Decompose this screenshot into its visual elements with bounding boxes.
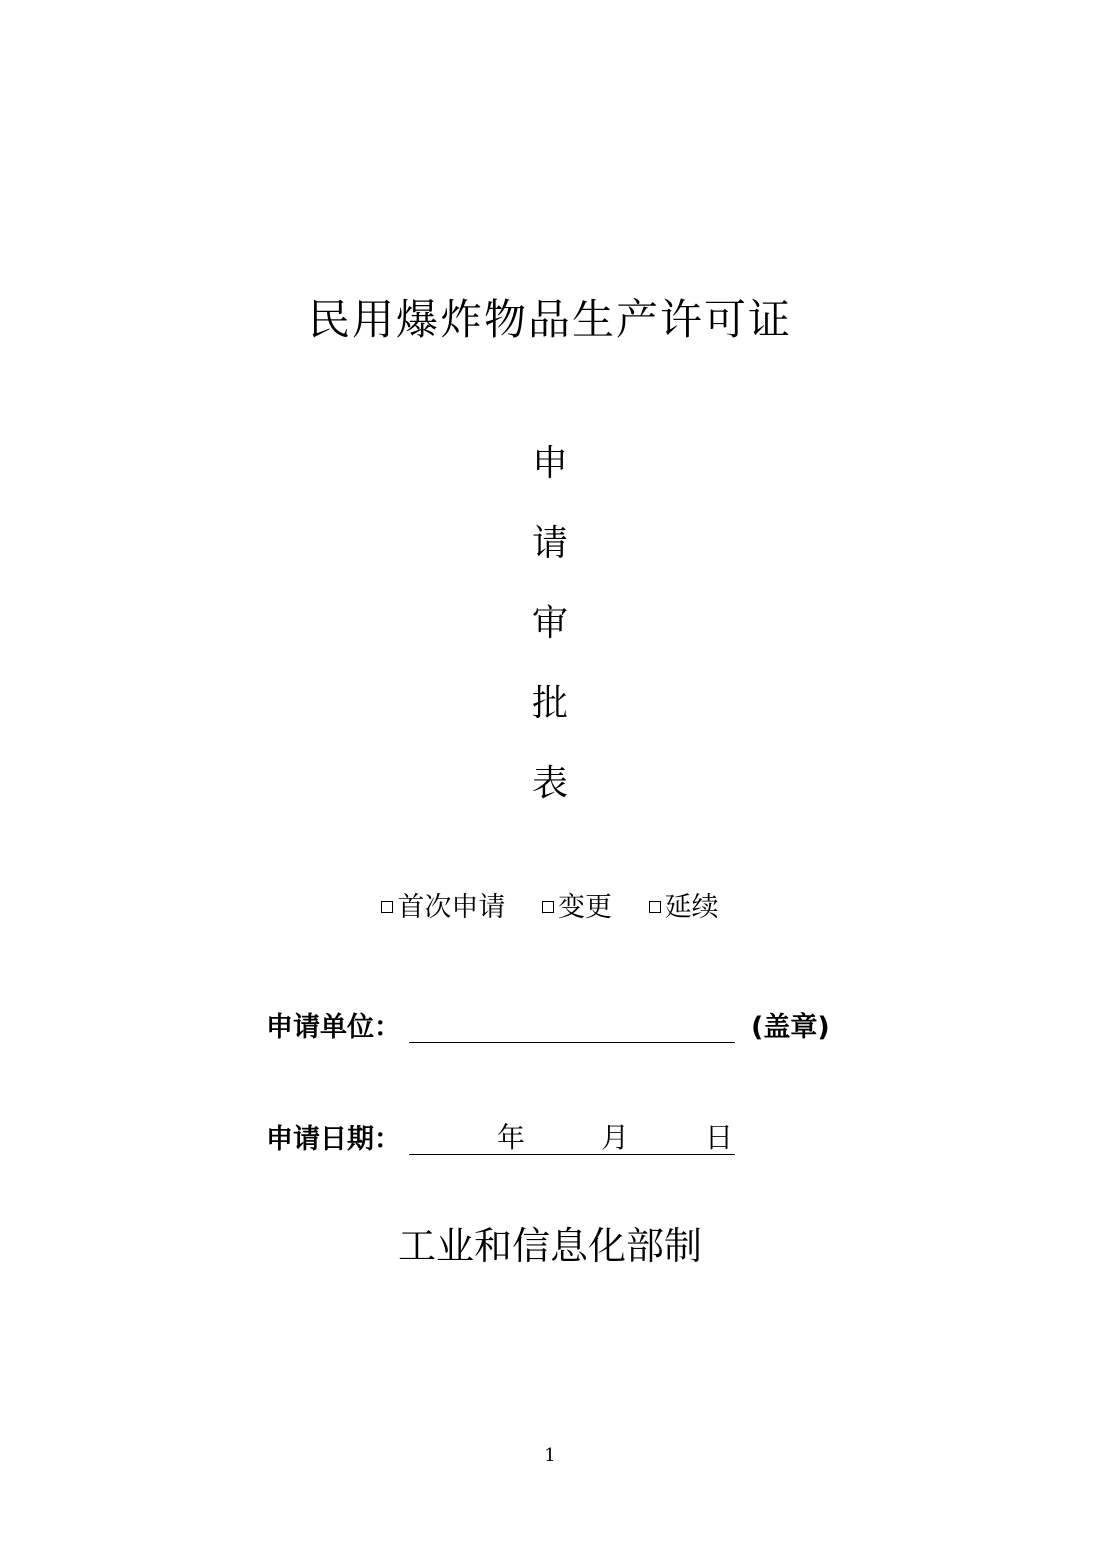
checkbox-icon[interactable]	[649, 901, 661, 913]
application-date-label: 申请日期：	[266, 1124, 401, 1155]
applicant-unit-field[interactable]	[409, 1006, 735, 1043]
application-date-row	[266, 1118, 735, 1162]
option-label: 延续	[664, 892, 719, 923]
month-label: 月	[601, 1121, 630, 1154]
vertical-title	[0, 424, 1100, 824]
checkbox-icon[interactable]	[381, 901, 393, 913]
applicant-unit-row	[266, 1006, 830, 1050]
option-label: 变更	[558, 892, 612, 923]
document-title: 民用爆炸物品生产许可证	[307, 295, 792, 344]
year-label: 年	[497, 1121, 526, 1154]
option-renewal[interactable]	[649, 888, 719, 928]
vertical-title-char: 申	[531, 443, 568, 484]
vertical-title-char: 审	[531, 603, 568, 644]
option-first-application[interactable]	[381, 888, 505, 928]
vertical-title-char: 批	[531, 683, 568, 724]
option-label: 首次申请	[397, 892, 506, 923]
page-number: 1	[544, 1445, 556, 1466]
application-type-options	[0, 888, 1100, 928]
application-date-field[interactable]	[409, 1118, 735, 1155]
checkbox-icon[interactable]	[542, 901, 554, 913]
applicant-unit-label: 申请单位：	[266, 1012, 401, 1043]
day-label: 日	[705, 1121, 734, 1154]
issuer-line: 工业和信息化部制	[397, 1224, 702, 1268]
seal-note: (盖章)	[751, 1012, 830, 1043]
vertical-title-char: 请	[531, 523, 568, 564]
option-change[interactable]	[542, 888, 612, 928]
vertical-title-char: 表	[531, 763, 568, 804]
